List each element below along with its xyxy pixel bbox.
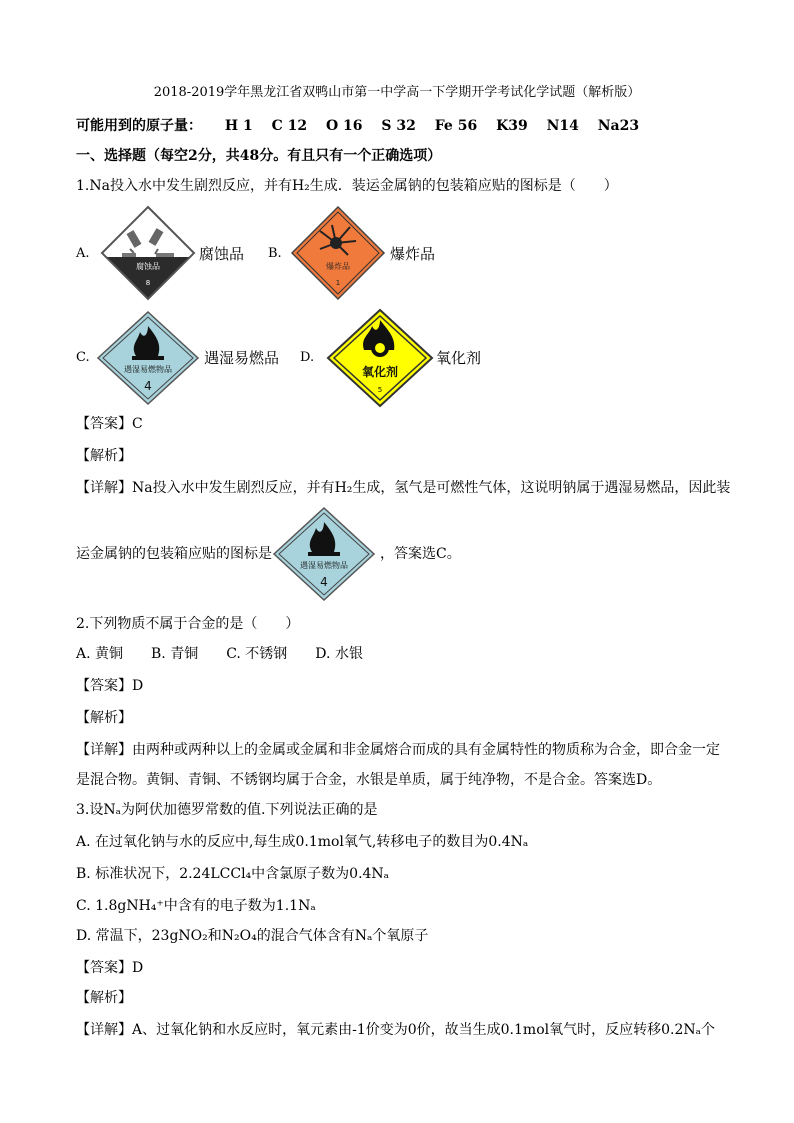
sign-text: 氧化剂 (361, 365, 399, 379)
question-1-stem: 1.Na投入水中发生剧烈反应，并有H₂生成．装运金属钠的包装箱应贴的图标是（ ） (76, 178, 618, 194)
q1-detail-end: ，答案选C。 (380, 546, 461, 562)
water-reactive-sign-icon (96, 310, 200, 406)
atomic-weights (76, 116, 653, 136)
sign-text: 遇湿易燃物品 (300, 561, 348, 570)
atom-weight: N14 (546, 118, 579, 134)
option-d-text: 氧化剂 (436, 349, 482, 367)
q1-detail-cont: 运金属钠的包装箱应贴的图标是 (76, 546, 272, 562)
q1-answer: 【答案】C (76, 416, 143, 432)
q3-option-b: B. 标准状况下，2.24LCCl₄中含氯原子数为0.4Nₐ (76, 866, 390, 882)
option-c-text: 遇湿易燃品 (204, 349, 280, 367)
q3-answer: 【答案】D (76, 960, 144, 976)
sign-text: 爆炸品 (326, 262, 350, 271)
sign-text: 腐蚀品 (136, 262, 160, 271)
corrosive-sign-icon (100, 205, 196, 301)
document-title: 2018-2019学年黑龙江省双鸭山市第一中学高一下学期开学考试化学试题（解析版） (153, 85, 641, 100)
atom-weight: Na23 (597, 118, 640, 134)
question-2-options: A. 黄铜 B. 青铜 C. 不锈钢 D. 水银 (76, 646, 363, 662)
q1-analysis: 【解析】 (76, 448, 132, 464)
atom-weight: Fe 56 (434, 118, 478, 134)
q3-option-c: C. 1.8gNH₄⁺中含有的电子数为1.1Nₐ (76, 898, 316, 914)
q2-detail-cont: 是混合物。黄铜、青铜、不锈钢均属于合金，水银是单质，属于纯净物，不是合金。答案选D。 (76, 772, 662, 788)
q1-detail: 【详解】Na投入水中发生剧烈反应，并有H₂生成，氢气是可燃性气体，这说明钠属于遇湿易燃品，因此装 (76, 480, 731, 496)
atom-weight: S 32 (381, 118, 416, 134)
atom-weight: K39 (496, 118, 528, 134)
option-d-label: D. (300, 350, 315, 365)
q3-option-d: D. 常温下，23gNO₂和N₂O₄的混合气体含有Nₐ个氧原子 (76, 928, 429, 944)
sign-number: 8 (145, 279, 151, 287)
q2-analysis: 【解析】 (76, 710, 132, 726)
sign-number: 4 (144, 379, 152, 393)
water-reactive-sign-icon (272, 506, 376, 602)
atom-weight: H 1 (224, 118, 253, 134)
explosive-sign-icon (290, 205, 386, 301)
option-a-text: 腐蚀品 (199, 245, 245, 263)
sign-text: 遇湿易燃物品 (124, 365, 172, 374)
atoms-label: 可能用到的原子量： (76, 118, 202, 134)
option-c-label: C. (76, 350, 90, 365)
question-2-stem: 2.下列物质不属于合金的是（ ） (76, 616, 300, 632)
sign-number: 5 (377, 386, 383, 394)
q2-detail: 【详解】由两种或两种以上的金属或金属和非金属熔合而成的具有金属特性的物质称为合金，即合金一定 (76, 742, 720, 758)
section-heading: 一、选择题（每空2分，共48分。有且只有一个正确选项） (76, 148, 442, 164)
q2-answer: 【答案】D (76, 678, 144, 694)
q3-detail: 【详解】A、过氧化钠和水反应时，氧元素由-1价变为0价，故当生成0.1mol氧气时，反应转移0.2Nₐ个 (76, 1022, 716, 1038)
option-b-label: B. (268, 246, 282, 261)
atom-weight: C 12 (271, 118, 308, 134)
option-a-label: A. (76, 246, 90, 261)
q3-option-a: A. 在过氧化钠与水的反应中,每生成0.1mol氧气,转移电子的数目为0.4Nₐ (76, 834, 529, 850)
question-3-stem: 3.设Nₐ为阿伏加德罗常数的值.下列说法正确的是 (76, 802, 378, 818)
sign-number: 1 (335, 279, 341, 287)
sign-number: 4 (320, 575, 328, 589)
option-b-text: 爆炸品 (390, 245, 436, 263)
atom-weight: O 16 (325, 118, 363, 134)
q3-analysis: 【解析】 (76, 990, 132, 1006)
oxidizer-sign-icon (326, 308, 434, 408)
